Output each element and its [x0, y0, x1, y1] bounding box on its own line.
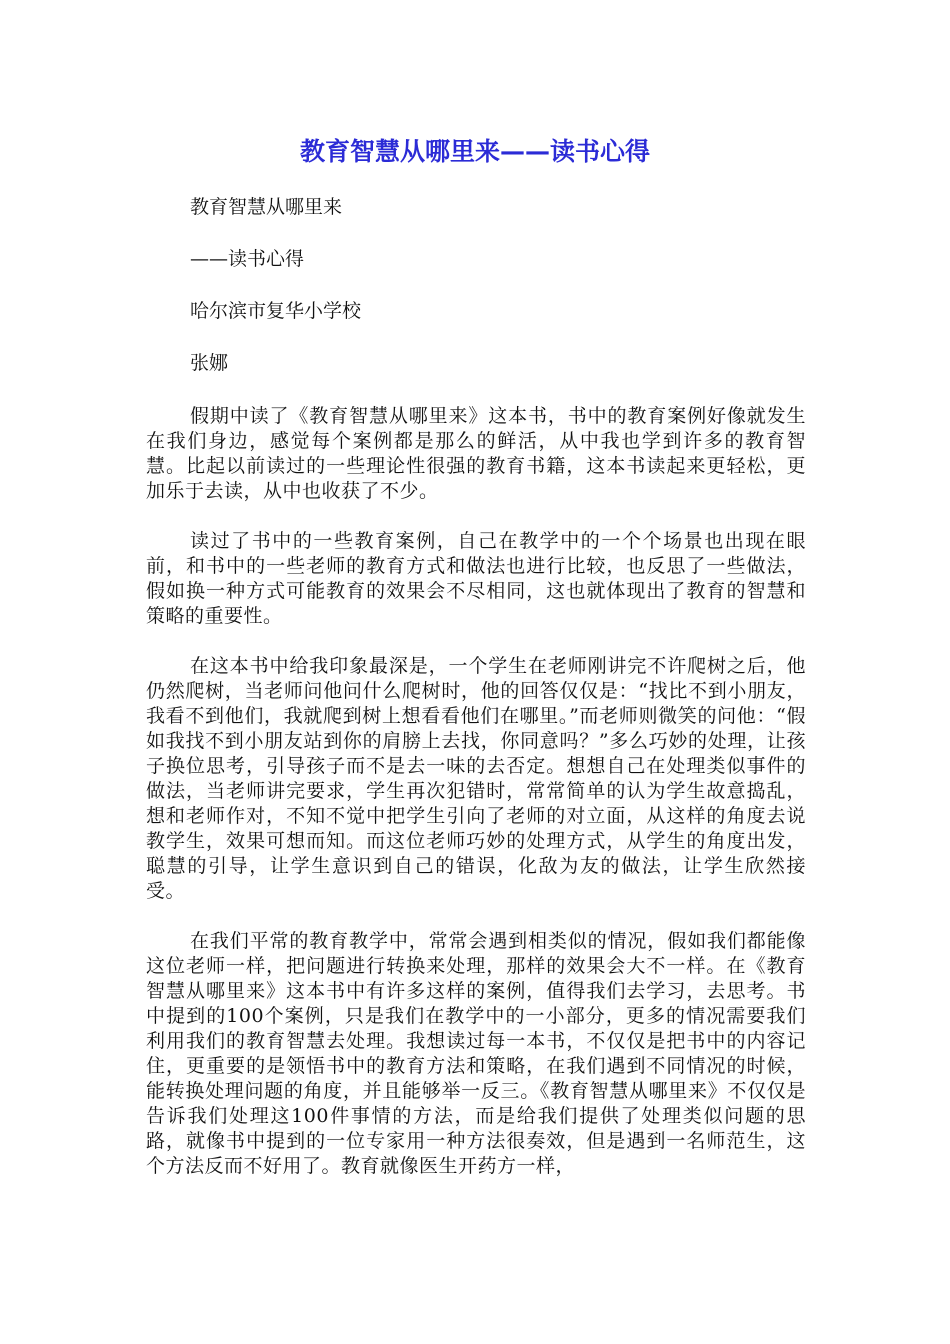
subtitle-line: ——读书心得	[190, 248, 305, 270]
paragraph-3: 在这本书中给我印象最深是，一个学生在老师刚讲完不许爬树之后，他仍然爬树，当老师问他问什么爬树时，他的回答仅仅是：“找比不到小朋友，我看不到他们，我就爬到树上想看看他们在哪里。”而老师则微笑的问他：“假如我找不到小朋友站到你的肩膀上去找，你同意吗？”多么巧妙的处理，让孩子换位思考，引导孩子而不是去一味的去否定。想想自己在处理类似事件的做法，当老师讲完要求，学生再次犯错时，常常简单的认为学生故意捣乱，想和老师作对，不知不觉中把学生引向了老师的对立面，从这样的角度去说教学生，效果可想而知。而这位老师巧妙的处理方式，从学生的角度出发，聪慧的引导，让学生意识到自己的错误，化敌为友的做法，让学生欣然接受。	[146, 655, 806, 902]
paragraph-2: 读过了书中的一些教育案例，自己在教学中的一个个场景也出现在眼前，和书中的一些老师的教育方式和做法也进行比较，也反思了一些做法，假如换一种方式可能教育的效果会不尽相同，这也就体现出了教育的智慧和策略的重要性。	[146, 530, 806, 627]
author-line: 张娜	[190, 352, 229, 374]
paragraph-4: 在我们平常的教育教学中，常常会遇到相类似的情况，假如我们都能像这位老师一样，把问题进行转换来处理，那样的效果会大不一样。在《教育智慧从哪里来》这本书中有许多这样的案例，值得我们去学习，去思考。书中提到的100个案例，只是我们在教学中的一小部分，更多的情况需要我们利用我们的教育智慧去处理。我想读过每一本书，不仅仅是把书中的内容记住，更重要的是领悟书中的教育方法和策略，在我们遇到不同情况的时候，能转换处理问题的角度，并且能够举一反三。《教育智慧从哪里来》不仅仅是告诉我们处理这100件事情的方法，而是给我们提供了处理类似问题的思路，就像书中提到的一位专家用一种方法很奏效，但是遇到一名师范生，这个方法反而不好用了。教育就像医生开药方一样，	[146, 930, 806, 1177]
document-body	[146, 195, 806, 1204]
school-line: 哈尔滨市复华小学校	[190, 300, 362, 322]
heading-line: 教育智慧从哪里来	[190, 196, 343, 218]
paragraph-1: 假期中读了《教育智慧从哪里来》这本书，书中的教育案例好像就发生在我们身边，感觉每个案例都是那么的鲜活，从中我也学到许多的教育智慧。比起以前读过的一些理论性很强的教育书籍，这本书读起来更轻松，更加乐于去读，从中也收获了不少。	[146, 405, 806, 502]
document-title: 教育智慧从哪里来——读书心得	[299, 137, 650, 166]
